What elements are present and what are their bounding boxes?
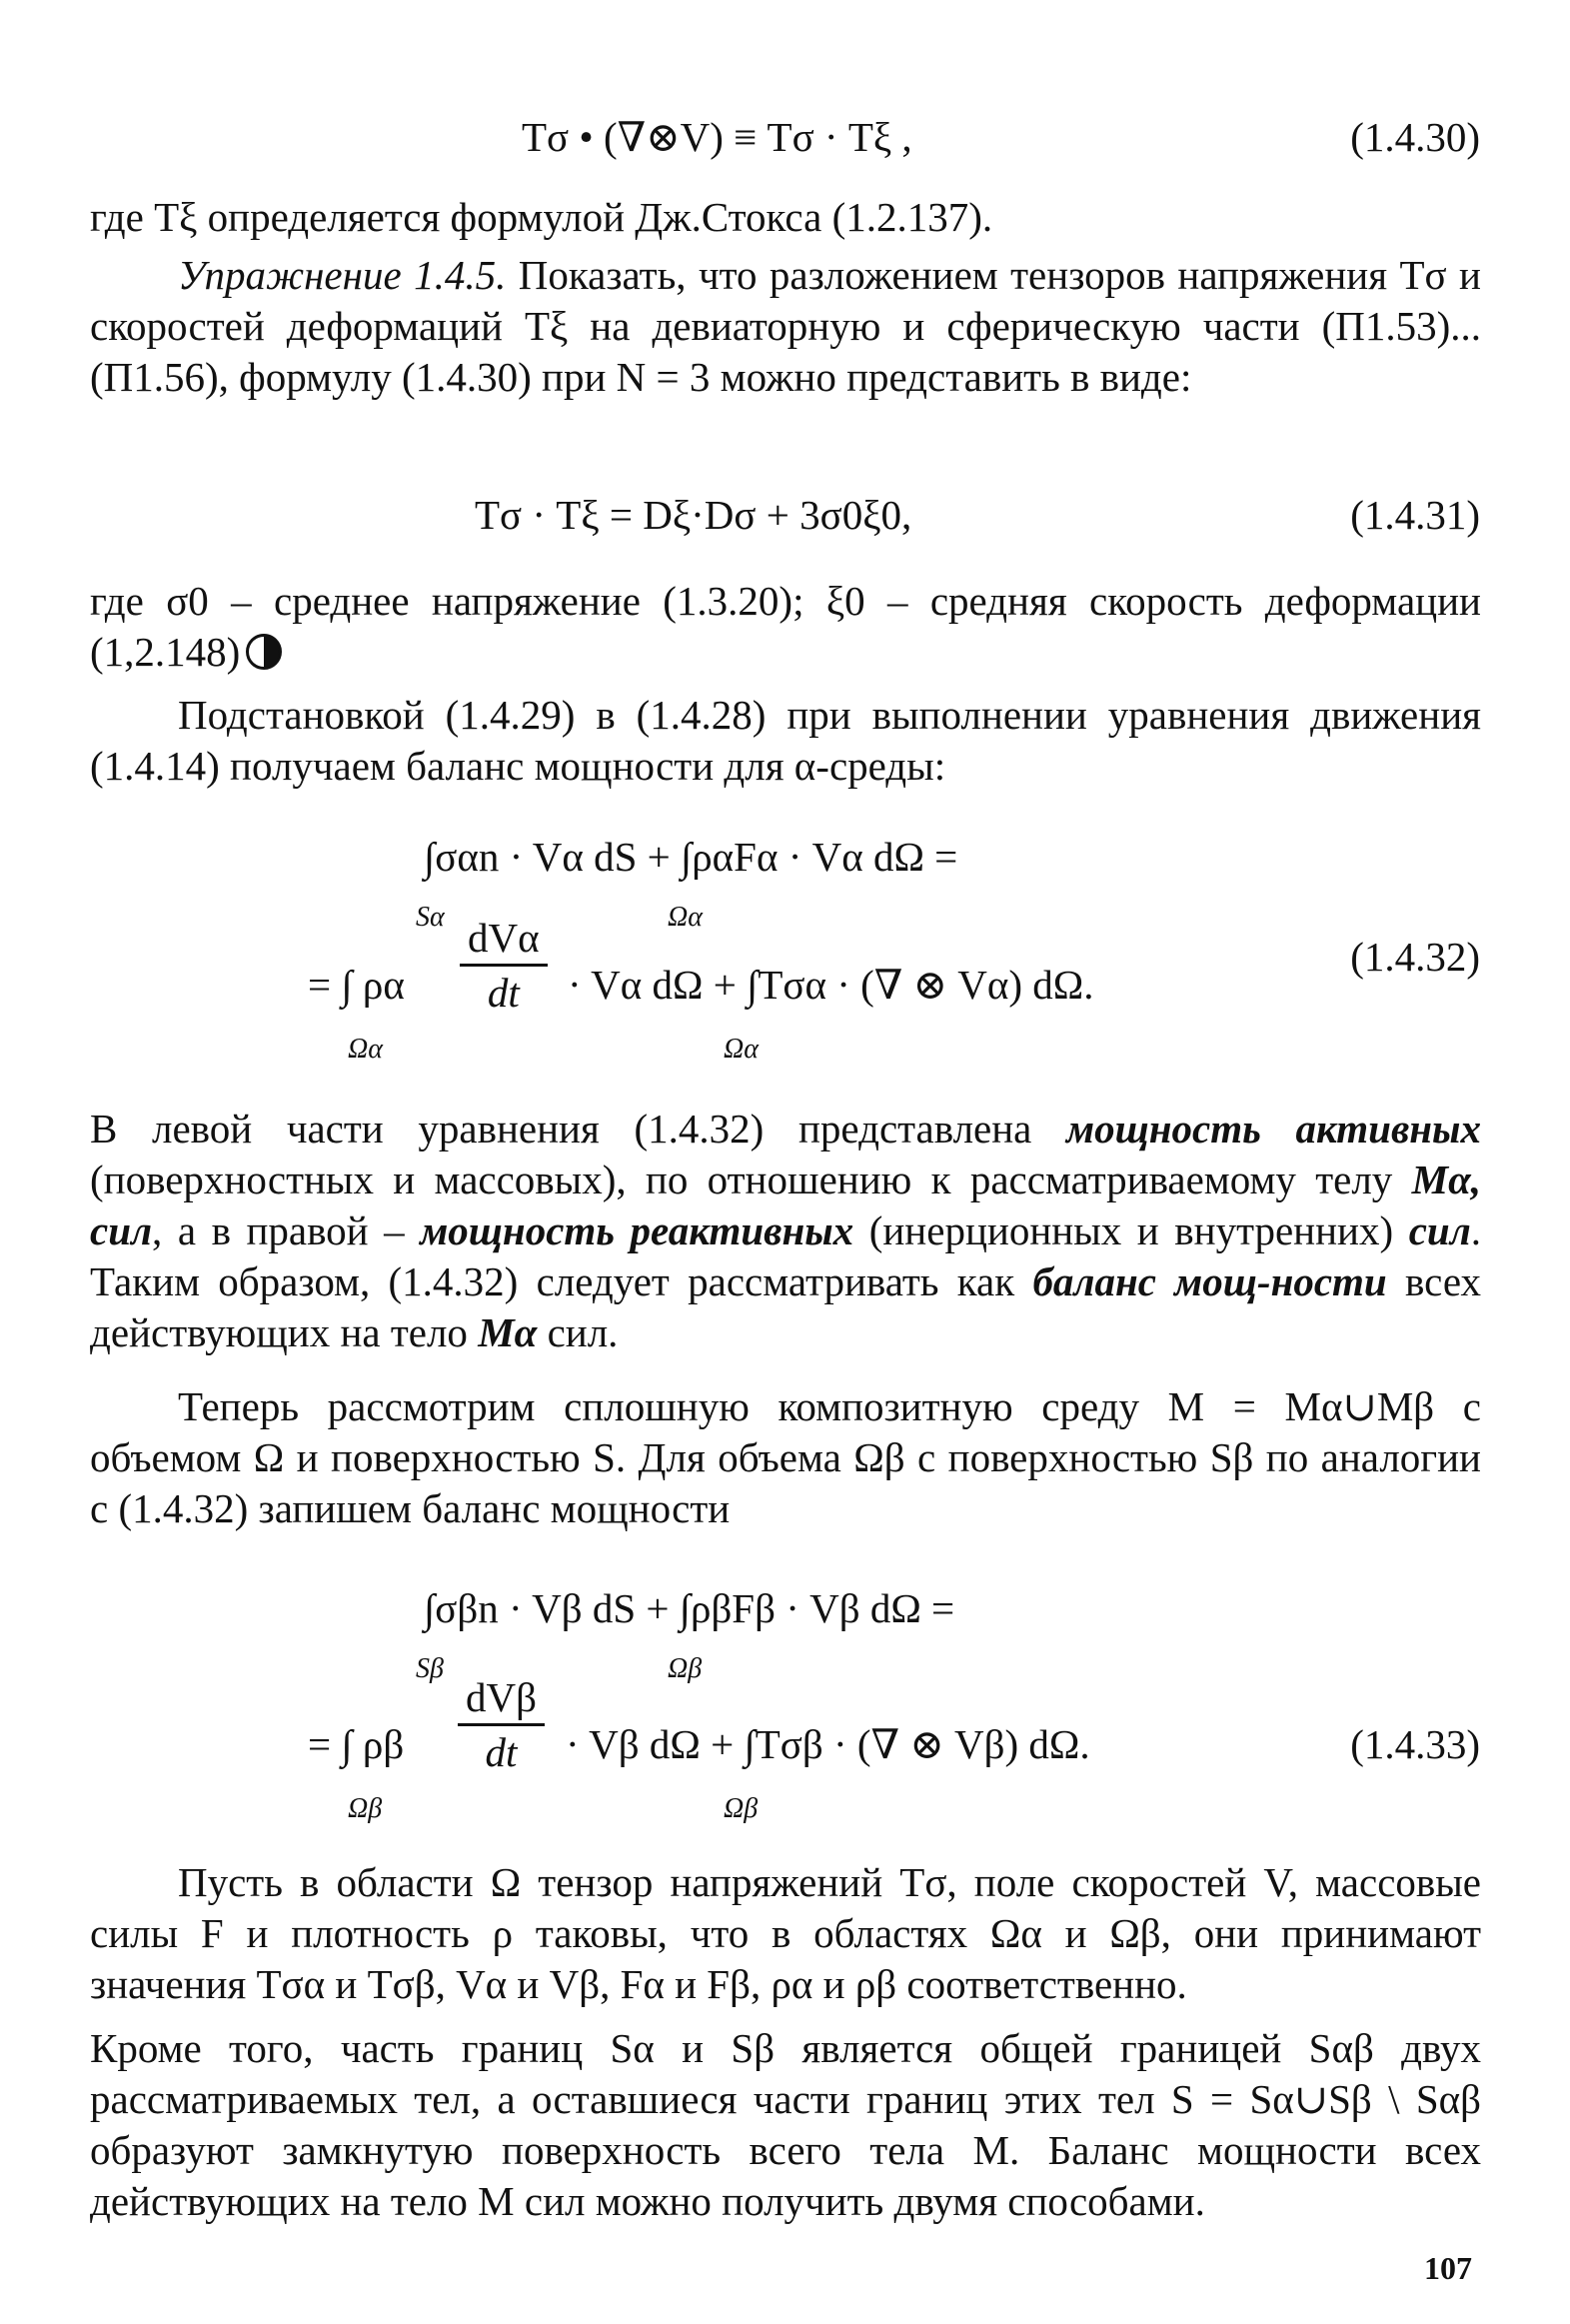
paragraph-power-balance [90, 1104, 1481, 1358]
equation-1-4-31: Tσ · Tξ = Dξ·Dσ + 3σ0ξ0, [475, 492, 912, 538]
integral-domain-label: Ωβ [668, 1653, 703, 1684]
emphasis-reactive-power: мощность реактивных [420, 1207, 854, 1253]
equation-number-1-4-33: (1.4.33) [1350, 1721, 1480, 1767]
equation-1-4-33-line-1: ∫σβn · Vβ dS + ∫ρβFβ · Vβ dΩ = [424, 1585, 955, 1631]
equation-1-4-32-line-2-left: = ∫ ρα [308, 962, 405, 1008]
integral-domain-label: Sβ [416, 1653, 444, 1684]
text-span: всех действующих на тело [90, 1258, 1481, 1355]
text-span: сил. [537, 1309, 619, 1355]
half-filled-circle-icon [246, 634, 282, 670]
paragraph-substitution: Подстановкой (1.4.29) в (1.4.28) при выполнении уравнения движения (1.4.14) получаем баланс мощности для α-среды: [90, 692, 1481, 789]
equation-1-4-33-line-2-right: · Vβ dΩ + ∫Tσβ · (∇ ⊗ Vβ) dΩ. [566, 1721, 1090, 1767]
page-number: 107 [1424, 2250, 1472, 2286]
equation-number-1-4-30: (1.4.30) [1350, 114, 1480, 160]
fraction-numerator: dVβ [458, 1671, 545, 1726]
emphasis-forces: сил [1408, 1207, 1471, 1253]
integral-domain-label: Ωβ [348, 1793, 383, 1824]
exercise-label: Упражнение 1.4.5. [178, 252, 507, 298]
integral-domain-label: Sα [416, 902, 445, 933]
fraction-dv-dt [458, 1671, 545, 1778]
integral-domain-label: Ωα [724, 1034, 759, 1065]
exercise-text: Показать, что разложением тензоров напряжения Tσ и скоростей деформаций Tξ на девиаторную и сферическую части (П1.53)...(П1.56), формулу (1.4.30) при N = 3 можно представить в виде: [90, 252, 1481, 400]
equation-1-4-33-line-2-left: = ∫ ρβ [308, 1721, 405, 1767]
integral-domain-label: Ωβ [724, 1793, 759, 1824]
emphasis-forces: Mα, сил [90, 1157, 1481, 1253]
equation-number-1-4-32: (1.4.32) [1350, 934, 1480, 980]
fraction-denominator: dt [487, 970, 520, 1016]
equation-1-4-30: Tσ • (∇⊗V) ≡ Tσ · Tξ , [522, 114, 912, 160]
fraction-numerator: dVα [460, 912, 548, 967]
emphasis-power-balance: баланс мощ-ности [1032, 1258, 1387, 1304]
mean-stress-text: где σ0 – среднее напряжение (1.3.20); ξ0 – средняя скорость деформации (1,2.148) [90, 578, 1481, 675]
paragraph-stokes-reference: где Tξ определяется формулой Дж.Стокса (1.2.137). [90, 194, 993, 240]
fraction-denominator: dt [485, 1729, 518, 1775]
text-span: , а в правой – [152, 1207, 421, 1253]
paragraph-field-values: Пусть в области Ω тензор напряжений Tσ, поле скоростей V, массовые силы F и плотность ρ таковы, что в областях Ωα и Ωβ, они принимают значения Tσα и Tσβ, Vα и Vβ, Fα и Fβ, ρα и ρβ соответственно. [90, 1859, 1481, 2007]
equation-number-1-4-31: (1.4.31) [1350, 492, 1480, 538]
paragraph-common-boundary: Кроме того, часть границ Sα и Sβ является общей границей Sαβ двух рассматриваемых тел, а оставшиеся части границ этих тел S = Sα∪Sβ \ Sαβ образуют замкнутую поверхность всего тела M. Баланс мощности всех действующих на тело M сил можно получить двумя способами. [90, 2025, 1481, 2224]
emphasis-body: Mα [478, 1309, 538, 1355]
integral-domain-label: Ωα [348, 1034, 383, 1065]
integral-domain-label: Ωα [668, 902, 703, 933]
text-span: (инерционных и внутренних) [853, 1207, 1409, 1253]
equation-1-4-32-line-2-right: · Vα dΩ + ∫Tσα · (∇ ⊗ Vα) dΩ. [568, 962, 1094, 1008]
exercise-paragraph [90, 250, 1481, 403]
text-span: . Таким образом, (1.4.32) следует рассматривать как [90, 1207, 1481, 1304]
paragraph-composite-medium: Теперь рассмотрим сплошную композитную среду M = Mα∪Mβ с объемом Ω и поверхностью S. Для объема Ωβ с поверхностью Sβ по аналогии с (1.4.32) запишем баланс мощности [90, 1383, 1481, 1531]
emphasis-active-power: мощность активных [1066, 1106, 1482, 1152]
text-span: (поверхностных и массовых), по отношению к рассматриваемому телу [90, 1157, 1412, 1202]
fraction-dv-dt [460, 912, 548, 1019]
paragraph-mean-stress [90, 576, 1481, 678]
text-span: В левой части уравнения (1.4.32) представлена [90, 1106, 1067, 1152]
equation-1-4-32-line-1: ∫σαn · Vα dS + ∫ραFα · Vα dΩ = [424, 834, 958, 880]
